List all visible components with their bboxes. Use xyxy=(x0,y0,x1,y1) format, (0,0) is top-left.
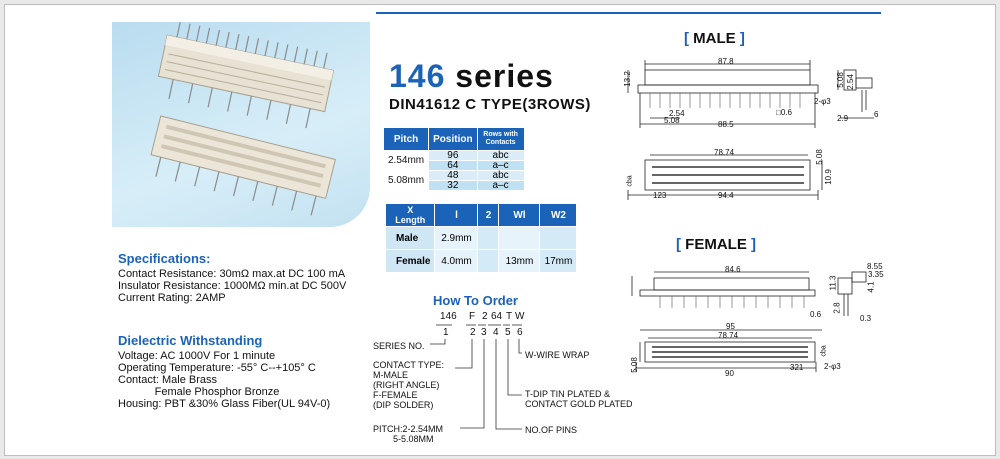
series-subtitle: DIN41612 C TYPE(3ROWS) xyxy=(389,96,591,113)
spec-line: Current Rating: 2AMP xyxy=(118,292,226,304)
l-cell: 4.0mm xyxy=(435,250,478,273)
code-part: 64 xyxy=(491,311,503,322)
position-cell: 96 xyxy=(429,151,477,161)
rows-cell: a–c xyxy=(477,181,524,191)
how-to-order-heading: How To Order xyxy=(433,293,518,308)
male-label: [ MALE ] xyxy=(684,30,745,47)
female-dim: 84.6 xyxy=(725,265,741,274)
female-dim: 2-φ3 xyxy=(824,362,841,371)
male-dim: 5.08 xyxy=(664,116,680,125)
female-dim: cba xyxy=(820,345,828,357)
plating-label: T-DIP TIN PLATED & CONTACT GOLD PLATED xyxy=(525,389,633,409)
male-dim: 2-φ3 xyxy=(814,97,831,106)
series-word: series xyxy=(455,58,554,94)
male-dim: 2.9 xyxy=(837,114,849,123)
header-rows: Rows with Contacts xyxy=(477,128,524,151)
row-label: Male xyxy=(386,227,435,250)
male-dim: 87.8 xyxy=(718,57,734,66)
male-dim: 123 xyxy=(653,191,667,200)
code-part: F xyxy=(469,311,476,322)
header-l: l xyxy=(435,204,478,227)
female-dim: 8.55 xyxy=(867,262,883,271)
position-cell: 32 xyxy=(429,181,477,191)
header-w2: W2 xyxy=(540,204,577,227)
code-digit: 6 xyxy=(517,327,523,338)
pitch-label: PITCH:2-2.54MM 5-5.08MM xyxy=(373,424,444,444)
pins-label: NO.OF PINS xyxy=(525,425,578,435)
contact-type-label: CONTACT TYPE: M-MALE (RIGHT ANGLE) F-FEMALE (DIP SOLDER) xyxy=(373,360,445,410)
w2-cell: 17mm xyxy=(540,250,577,273)
dielectric-line: Housing: PBT &30% Glass Fiber(UL 94V-0) xyxy=(118,398,331,410)
position-cell: 64 xyxy=(429,161,477,171)
code-part: 2 xyxy=(482,311,488,322)
code-digit: 5 xyxy=(505,327,511,338)
male-dim: 13.2 xyxy=(622,71,632,87)
dielectric-line: Voltage: AC 1000V For 1 minute xyxy=(118,350,276,362)
female-dim: 78.74 xyxy=(718,331,739,340)
rows-cell: a–c xyxy=(477,161,524,171)
position-cell: 48 xyxy=(429,171,477,181)
female-dim: 3.35 xyxy=(868,270,884,279)
dielectric-line: Operating Temperature: -55° C--+105° C xyxy=(118,362,316,374)
header-2: 2 xyxy=(478,204,499,227)
code-part: T xyxy=(506,311,513,322)
male-dim: 6 xyxy=(874,110,879,119)
header-pitch: Pitch xyxy=(384,128,429,151)
rows-cell: abc xyxy=(477,171,524,181)
code-digit: 3 xyxy=(481,327,487,338)
male-dim: 94.4 xyxy=(718,191,734,200)
specifications-heading: Specifications: xyxy=(118,251,211,266)
wl-cell: 13mm xyxy=(499,250,540,273)
spec-line: Contact Resistance: 30mΩ max.at DC 100 mA xyxy=(118,268,346,280)
header-x-length: X Length xyxy=(386,204,435,227)
male-dim: cba xyxy=(626,175,634,187)
female-dim: 2.8 xyxy=(832,302,842,314)
dielectric-heading: Dielectric Withstanding xyxy=(118,333,263,348)
header-wl: Wl xyxy=(499,204,540,227)
dielectric-line: Female Phosphor Bronze xyxy=(118,386,280,398)
female-dim: 11.3 xyxy=(828,275,838,291)
female-dim: 321 xyxy=(790,363,804,372)
code-digit: 1 xyxy=(443,327,449,338)
male-dim: 2.54 xyxy=(669,109,685,118)
female-dim: 4.1 xyxy=(866,281,876,293)
series-number: 146 xyxy=(389,58,446,94)
code-digit: 2 xyxy=(470,327,476,338)
l-cell: 2.9mm xyxy=(435,227,478,250)
code-part: 146 xyxy=(440,311,457,322)
header-position: Position xyxy=(429,128,477,151)
spec-line: Insulator Resistance: 1000MΩ min.at DC 500V xyxy=(118,280,347,292)
female-dim: 90 xyxy=(725,369,734,378)
female-dim: 5.08 xyxy=(629,357,639,373)
male-dim: 10.9 xyxy=(823,169,833,185)
series-no-label: SERIES NO. xyxy=(373,341,425,351)
pitch-cell: 5.08mm xyxy=(384,171,429,191)
code-part: W xyxy=(515,311,525,322)
female-dim: 95 xyxy=(726,322,735,331)
pitch-cell: 2.54mm xyxy=(384,151,429,171)
female-label: [ FEMALE ] xyxy=(676,236,757,253)
code-digit: 4 xyxy=(493,327,499,338)
male-dim: 5.08 xyxy=(835,72,845,88)
rows-cell: abc xyxy=(477,151,524,161)
male-dim: 2.54 xyxy=(845,74,855,90)
female-dim: 0.6 xyxy=(810,310,822,319)
male-dim: 78.74 xyxy=(714,148,735,157)
male-dim: □0.6 xyxy=(776,108,792,117)
female-dim: 0.3 xyxy=(860,314,872,323)
dielectric-line: Contact: Male Brass xyxy=(118,374,218,386)
male-dim: 88.5 xyxy=(718,120,734,129)
male-dim: 5.08 xyxy=(814,149,824,165)
wire-wrap-label: W-WIRE WRAP xyxy=(525,350,590,360)
row-label: Female xyxy=(386,250,435,273)
